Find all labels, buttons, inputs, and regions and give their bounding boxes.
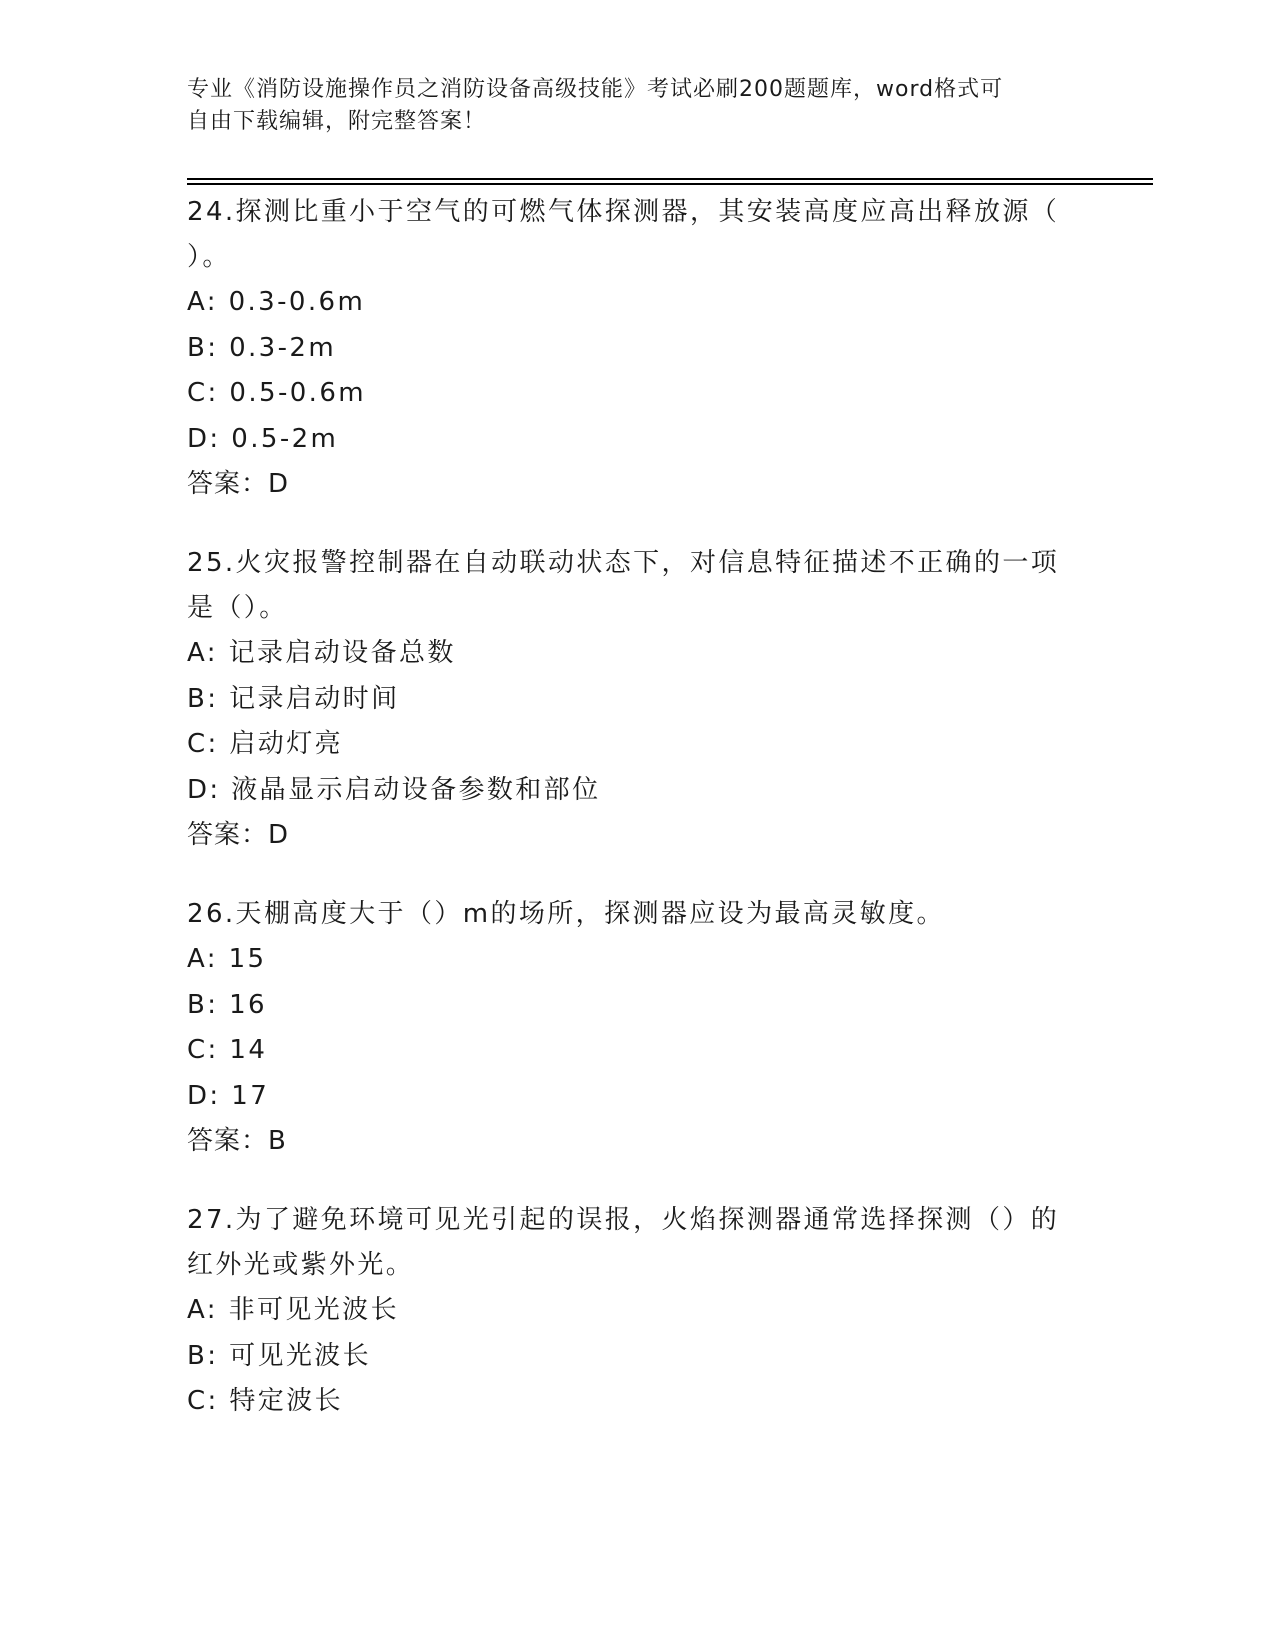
option-prefix: B: [187,989,219,1020]
option-d [187,1074,1067,1120]
option-a [187,631,1067,677]
question-text-line: 25.火灾报警控制器在自动联动状态下，对信息特征描述不正确的一项 [187,548,1060,578]
question-text-line: 是（）。 [187,593,288,623]
question-text-line: 27.为了避免环境可见光引起的误报，火焰探测器通常选择探测（）的 [187,1205,1060,1235]
option-text: 启动灯亮 [229,729,343,759]
option-text: 记录启动时间 [229,683,400,714]
option-a [187,280,1067,326]
option-text: 特定波长 [229,1386,343,1416]
option-prefix: B: [187,1340,219,1371]
option-c [187,1379,1067,1425]
option-text: 17 [231,1080,270,1111]
option-c [187,371,1067,417]
option-prefix: B: [187,332,219,363]
option-text: 液晶显示启动设备参数和部位 [231,774,601,805]
option-text: 0.3-0.6m [228,287,366,317]
option-text: 非可见光波长 [228,1295,399,1325]
option-text: 记录启动设备总数 [228,638,456,668]
option-prefix: C: [187,729,219,759]
option-text: 可见光波长 [229,1340,372,1371]
option-d [187,417,1067,463]
question-list [187,190,1067,1459]
option-prefix: A: [187,287,218,317]
question-text-line: 26.天棚高度大于（）m的场所，探测器应设为最高灵敏度。 [187,899,945,929]
question-item [187,541,1067,858]
question-item [187,892,1067,1164]
option-b [187,677,1067,723]
header-line-1: 专业《消防设施操作员之消防设备高级技能》考试必刷200题题库，word格式可 [187,77,1004,102]
option-text: 15 [228,944,267,974]
option-prefix: A: [187,944,218,974]
option-prefix: A: [187,638,218,668]
answer-text: 答案：D [187,820,290,850]
option-prefix: A: [187,1295,218,1325]
option-prefix: C: [187,1035,219,1065]
option-c [187,1028,1067,1074]
option-prefix: C: [187,378,219,408]
option-text: 0.5-0.6m [229,378,366,408]
question-item [187,190,1067,507]
question-text-line: 24.探测比重小于空气的可燃气体探测器，其安装高度应高出释放源（ [187,197,1060,227]
question-text-line: 红外光或紫外光。 [187,1250,415,1280]
option-prefix: D: [187,423,221,454]
option-d [187,768,1067,814]
answer-text: 答案：B [187,1126,287,1156]
option-b [187,1334,1067,1380]
header-line-2: 自由下载编辑，附完整答案！ [187,109,487,134]
option-b [187,326,1067,372]
document-header [187,74,1067,138]
option-text: 14 [229,1035,268,1065]
option-b [187,983,1067,1029]
header-divider-top [187,178,1153,180]
option-prefix: C: [187,1386,219,1416]
option-text: 16 [229,989,267,1020]
question-text-line: ）。 [187,242,231,272]
option-prefix: D: [187,1080,221,1111]
option-text: 0.5-2m [231,423,339,454]
option-a [187,937,1067,983]
option-c [187,722,1067,768]
answer-text: 答案：D [187,469,290,499]
option-prefix: D: [187,774,221,805]
question-item [187,1198,1067,1425]
option-a [187,1288,1067,1334]
header-divider-bottom [187,183,1153,185]
option-text: 0.3-2m [229,332,337,363]
option-prefix: B: [187,683,219,714]
